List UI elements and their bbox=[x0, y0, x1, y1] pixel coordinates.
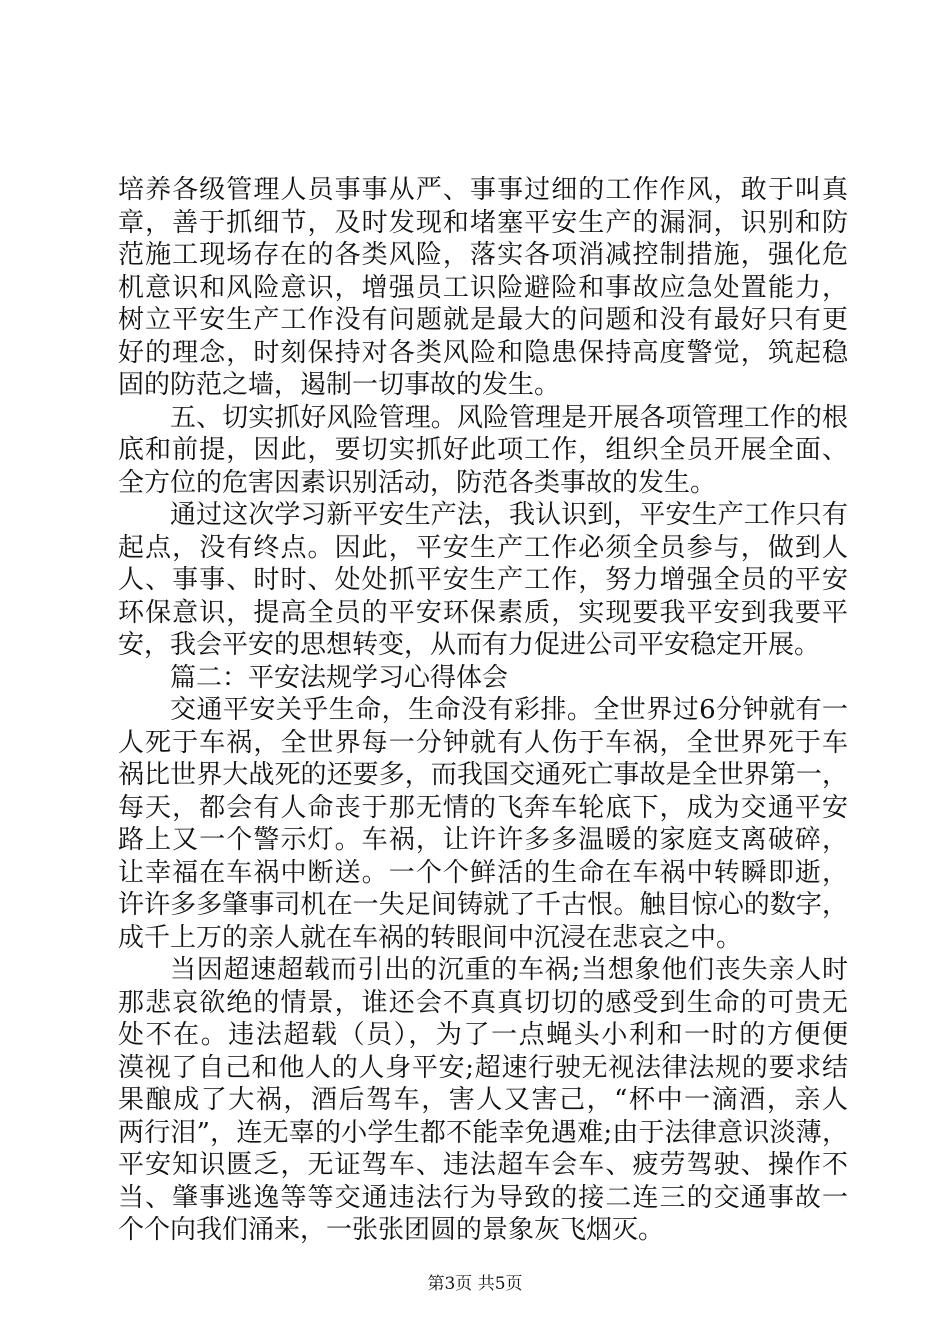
text-line: 当因超速超载而引出的沉重的车祸;当想象他们丧失亲人时 bbox=[170, 955, 848, 985]
text-line: 成千上万的亲人就在车祸的转眼间中沉浸在悲哀之中。 bbox=[118, 922, 743, 953]
text-line: 许许多多肇事司机在一失足间铸就了千古恨。触目惊心的数字， bbox=[118, 890, 848, 920]
text-line: 两行泪”，连无辜的小学生都不能幸免遇难;由于法律意识淡薄， bbox=[118, 1117, 848, 1148]
text-line: 路上又一个警示灯。车祸，让许许多多温暖的家庭支离破碎， bbox=[118, 825, 848, 855]
text-line: 当、肇事逃逸等等交通违法行为导致的接二连三的交通事故一 bbox=[118, 1182, 848, 1213]
text-line: 果酿成了大祸，酒后驾车，害人又害己，“杯中一滴酒，亲人 bbox=[118, 1085, 848, 1115]
page-number-footer: 第3页 共5页 bbox=[427, 1274, 523, 1294]
text-line: 个个向我们涌来，一张张团圆的景象灰飞烟灭。 bbox=[118, 1215, 665, 1245]
text-line: 那悲哀欲绝的情景，谁还会不真真切切的感受到生命的可贵无 bbox=[118, 987, 848, 1018]
text-line: 人、事事、时时、处处抓平安生产工作，努力增强全员的平安 bbox=[118, 565, 848, 595]
text-line: 人死于车祸，全世界每一分钟就有人伤于车祸，全世界死于车 bbox=[118, 727, 848, 758]
text-line: 交通平安关乎生命，生命没有彩排。全世界过6分钟就有一 bbox=[170, 695, 848, 725]
text-line: 培养各级管理人员事事从严、事事过细的工作作风，敢于叫真 bbox=[118, 175, 848, 205]
text-line: 底和前提，因此，要切实抓好此项工作，组织全员开展全面、 bbox=[118, 435, 848, 465]
text-line: 安，我会平安的思想转变，从而有力促进公司平安稳定开展。 bbox=[118, 630, 821, 660]
text-line: 范施工现场存在的各类风险，落实各项消减控制措施，强化危 bbox=[118, 240, 848, 270]
text-line: 篇二：平安法规学习心得体会 bbox=[170, 662, 509, 693]
text-line: 章，善于抓细节，及时发现和堵塞平安生产的漏洞，识别和防 bbox=[118, 207, 848, 238]
text-line: 机意识和风险意识，增强员工识险避险和事故应急处置能力， bbox=[118, 272, 848, 303]
text-line: 每天，都会有人命丧于那无情的飞奔车轮底下，成为交通平安 bbox=[118, 792, 848, 823]
text-line: 全方位的危害因素识别活动，防范各类事故的发生。 bbox=[118, 467, 717, 498]
document-body bbox=[118, 174, 848, 1247]
text-line: 好的理念，时刻保持对各类风险和隐患保持高度警觉，筑起稳 bbox=[118, 337, 848, 368]
text-line: 树立平安生产工作没有问题就是最大的问题和没有最好只有更 bbox=[118, 305, 848, 335]
text-line: 漠视了自己和他人的人身平安;超速行驶无视法律法规的要求结 bbox=[118, 1052, 848, 1083]
text-line: 让幸福在车祸中断送。一个个鲜活的生命在车祸中转瞬即逝， bbox=[118, 857, 848, 888]
text-line: 处不在。违法超载（员），为了一点蝇头小利和一时的方便便 bbox=[118, 1020, 848, 1050]
text-line: 祸比世界大战死的还要多，而我国交通死亡事故是全世界第一， bbox=[118, 760, 848, 790]
text-line: 起点，没有终点。因此，平安生产工作必须全员参与，做到人 bbox=[118, 532, 848, 563]
text-line: 环保意识，提高全员的平安环保素质，实现要我平安到我要平 bbox=[118, 597, 848, 628]
text-line: 固的防范之墙，遏制一切事故的发生。 bbox=[118, 370, 561, 400]
text-line: 平安知识匮乏，无证驾车、违法超车会车、疲劳驾驶、操作不 bbox=[118, 1150, 848, 1180]
text-line: 五、切实抓好风险管理。风险管理是开展各项管理工作的根 bbox=[170, 402, 848, 433]
text-line: 通过这次学习新平安生产法，我认识到，平安生产工作只有 bbox=[170, 500, 848, 530]
